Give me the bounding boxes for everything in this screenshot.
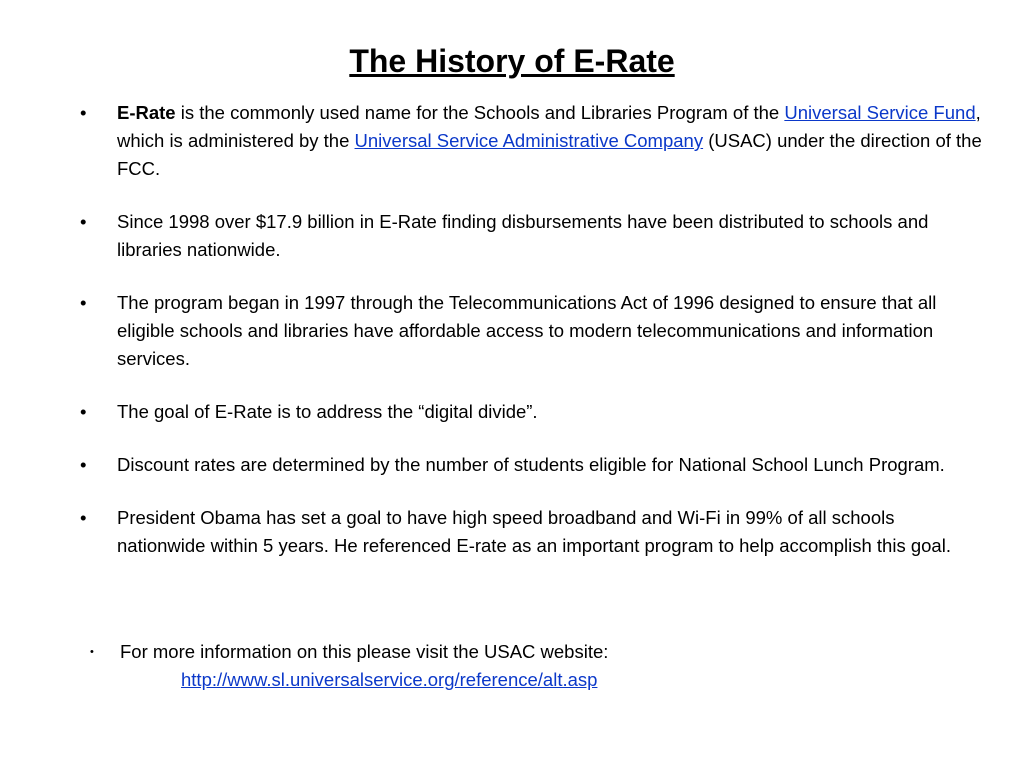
bullet-text: The goal of E-Rate is to address the “digital divide”. <box>117 401 538 422</box>
bullet-text: Since 1998 over $17.9 billion in E-Rate finding disbursements have been distributed to schools and libraries nationwide. <box>117 211 929 260</box>
more-info-text: For more information on this please visit the USAC website: <box>120 641 609 662</box>
bullet-text: The program began in 1997 through the Telecommunications Act of 1996 designed to ensure that all eligible schools and libraries have affordable access to modern telecommunications and information services. <box>117 292 937 369</box>
bullet-text: President Obama has set a goal to have high speed broadband and Wi-Fi in 99% of all schools nationwide within 5 years. He referenced E-rate as an important program to help accomplish this goal. <box>117 507 951 556</box>
bullet-item-discount-rates <box>80 451 983 479</box>
slide-title: The History of E-Rate <box>349 43 675 79</box>
bullet-item-disbursements <box>80 208 983 264</box>
bullet-item-program-origin <box>80 289 983 373</box>
bullet-icon: • <box>90 646 94 658</box>
bullet-icon: • <box>80 102 87 123</box>
bullet-text: (USAC) under the direction of the FCC. <box>117 130 982 179</box>
usac-link[interactable]: Universal Service Administrative Company <box>354 130 704 151</box>
bullet-icon: • <box>80 292 87 313</box>
bullet-item-goal <box>80 398 983 426</box>
bullet-text: Discount rates are determined by the number of students eligible for National School Lunch Program. <box>117 454 945 475</box>
bullet-list <box>80 99 983 585</box>
usac-website-link[interactable]: http://www.sl.universalservice.org/reference/alt.asp <box>181 669 598 690</box>
bullet-text: is the commonly used name for the Schools and Libraries Program of the <box>175 102 785 123</box>
bullet-icon: • <box>80 454 87 475</box>
bullet-item-obama-goal <box>80 504 983 560</box>
universal-service-fund-link[interactable]: Universal Service Fund <box>784 102 976 123</box>
bullet-icon: • <box>80 211 87 232</box>
bold-lead-text: E-Rate <box>117 102 176 123</box>
bullet-text: , which is administered by the <box>117 102 981 151</box>
bullet-icon: • <box>80 401 87 422</box>
bullet-icon: • <box>80 507 87 528</box>
more-info-item <box>90 638 609 694</box>
bullet-item-erate-definition <box>80 99 983 183</box>
